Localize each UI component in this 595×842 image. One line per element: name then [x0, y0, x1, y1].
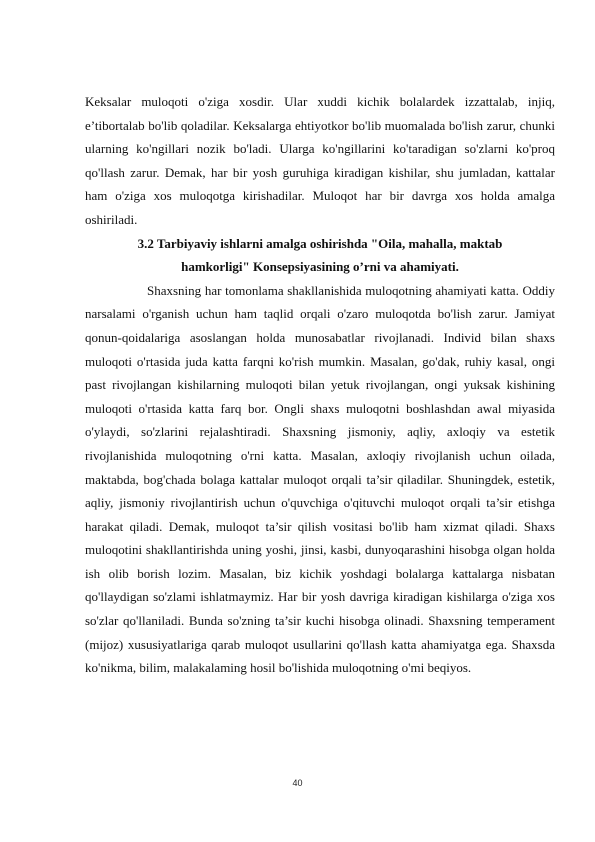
- section-heading-line-1: 3.2 Tarbiyaviy ishlarni amalga oshirishda "Oila, mahalla, maktab: [137, 235, 503, 251]
- document-body: [85, 90, 555, 680]
- body-paragraph: Shaxsning har tomonlama shakllanishida muloqotning ahamiyati katta. Oddiy narsalami o'rganish uchun ham taqlid orqali o'zaro muloqotda bo'lish zarur. Jamiyat qonun-qoidalariga asoslangan holda munosabatlar rivojlanadi. Individ bilan shaxs muloqoti o'rtasida juda katta farqni ko'rish mumkin. Masalan, go'dak, ruhiy kasal, ongi past rivojlangan kishilarning muloqoti bilan yetuk rivojlangan, ongi yuksak kishining muloqoti o'rtasida katta farq bor. Ongli shaxs muloqotni boshlashdan awal miyasida o'ylaydi, so'zlarini rejalashtiradi. Shaxsning jismoniy, aqliy, axloqiy va estetik rivojlanishida muloqotning o'rni katta. Masalan, axloqiy rivojlanish uchun oilada, maktabda, bog'chada bolaga kattalar muloqot orqali ta’sir qiladilar. Shuningdek, estetik, aqliy, jismoniy rivojlantirish uchun o'quvchiga o'qituvchi muloqot orqali ta’sir etishga harakat qiladi. Demak, muloqot ta’sir qilish vositasi bo'lib ham xizmat qiladi. Shaxs muloqotini shakllantirishda uning yoshi, jinsi, kasbi, dunyoqarashini hisobga olgan holda ish olib borish lozim. Masalan, biz kichik yoshdagi bolalarga kattalarga nisbatan qo'llaydigan so'zlami ishlatmaymiz. Har bir yosh davriga kiradigan kishilarga o'ziga xos so'zlar qo'llaniladi. Bunda so'zning ta’sir kuchi hisobga olinadi. Shaxsning temperament (mijoz) xususiyatlariga qarab muloqot usullarini qo'llash katta ahamiyatga ega. Shaxsda ko'nikma, bilim, malakalaming hosil bo'lishida muloqotning o'mi beqiyos.: [85, 282, 555, 676]
- page-number: 40: [292, 778, 303, 788]
- body-paragraph: Keksalar muloqoti o'ziga xosdir. Ular xuddi kichik bolalardek izzattalab, injiq, e’tibortalab bo'lib qoladilar. Keksalarga ehtiyotkor bo'lib muomalada bo'lish zarur, chunki ularning ko'ngillari nozik bo'ladi. Ularga ko'ngillarini ko'taradigan so'zlarni ko'proq qo'llash zarur. Demak, har bir yosh guruhiga kiradigan kishilar, shu jumladan, kattalar ham o'ziga xos muloqotga kirishadilar. Muloqot har bir davrga xos holda amalga oshiriladi.: [85, 94, 555, 227]
- section-heading-line-2: hamkorligi" Konsepsiyasining o’rni va ahamiyati.: [181, 259, 459, 275]
